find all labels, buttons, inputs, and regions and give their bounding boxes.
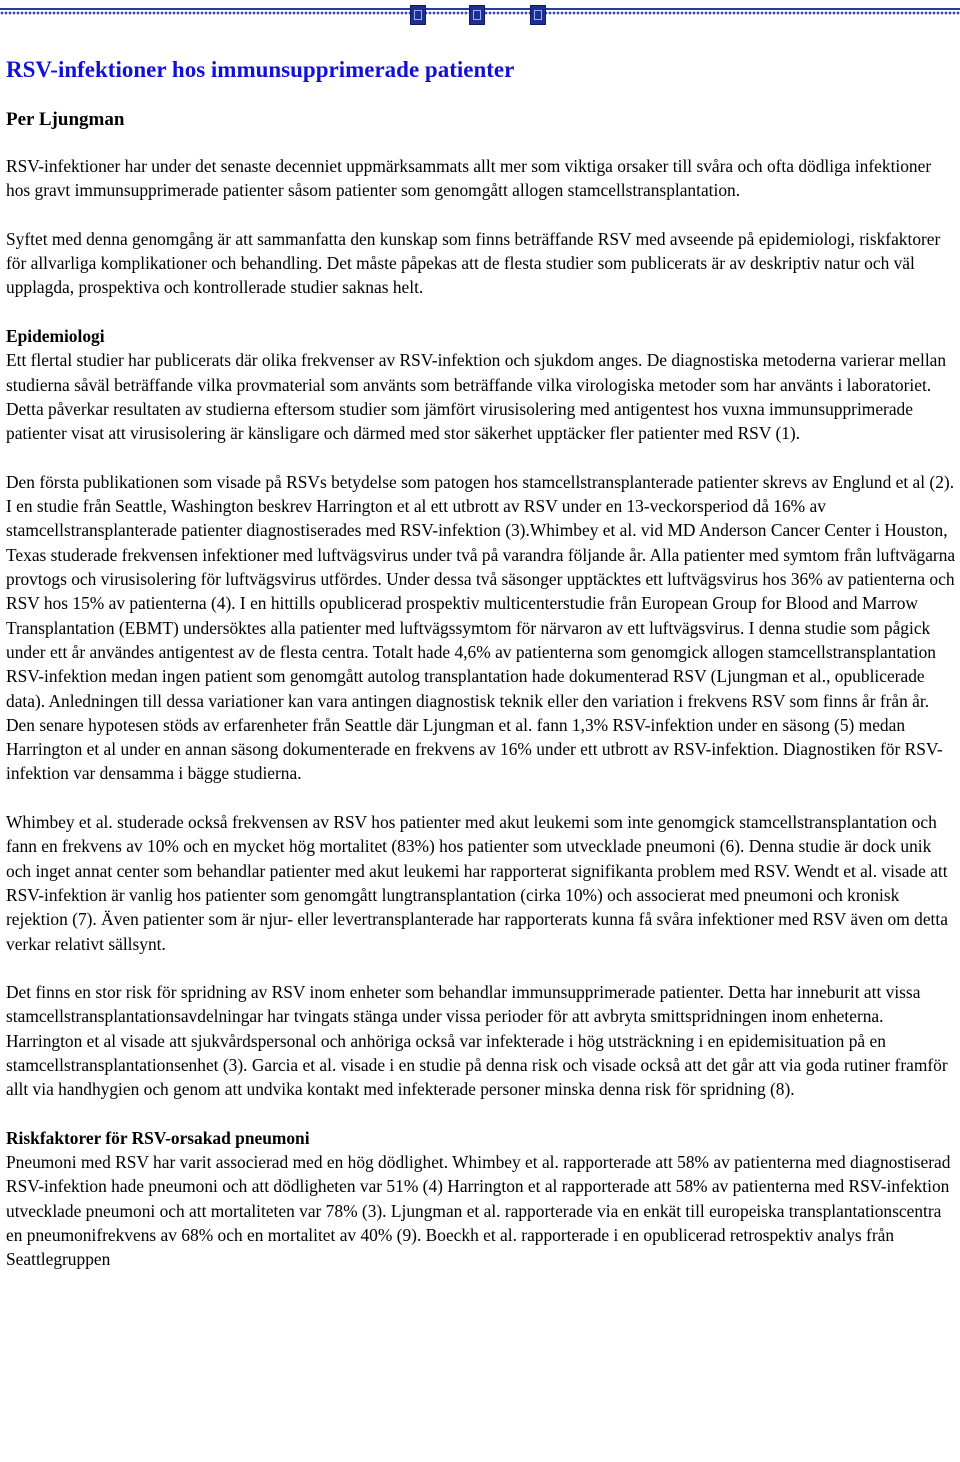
document-author: Per Ljungman — [6, 109, 125, 130]
aim-paragraph: Syftet med denna genomgång är att sammanfatta den kunskap som finns beträffande RSV med avseende på epidemiologi, riskfaktorer för allvarliga komplikationer och behandling. Det måste påpekas att de flesta studier som publicerats är av deskriptiv natur och väl upplagda, prospektiva och kontrollerade studier saknas helt. — [6, 228, 941, 298]
epidemiologi-paragraph: Whimbey et al. studerade också frekvensen av RSV hos patienter med akut leukemi som inte genomgick stamcellstransplantation och fann en frekvens av 10% och en mycket hög mortalitet (83%) hos patienter som utvecklade pneumoni (6). Denna studie är dock unik och inget annat center som behandlar patienter med akut leukemi har rapporterat signifikanta problem med RSV. Wendt et al. visade att RSV-infektion är vanlig hos patienter som genomgått lungtransplantation (cirka 10%) och associerat med pneumoni och kronisk rejektion (7). Även patienter som är njur- eller levertransplanterade har rapporterats kunna få svåra infektioner med RSV även om detta verkar relativt sällsynt. — [6, 812, 948, 954]
book-ornament-icon — [410, 5, 426, 25]
riskfaktorer-paragraph: Pneumoni med RSV har varit associerad med en hög dödlighet. Whimbey et al. rapporterade att 58% av patienterna med diagnostiserad RSV-infektion hade pneumoni och att dödligheten var 51% (4) Harrington et al rapporterade att 58% av patienterna med RSV-infektion utvecklade pneumoni och att mortaliteten var 78% (3). Ljungman et al. rapporterade via en enkät till europeiska transplantationscentra en pneumonifrekvens av 68% och en mortalitet av 40% (9). Boeckh et al. rapporterade i en opublicerad retrospektiv analys från Seattlegruppen — [6, 1152, 951, 1270]
top-decorative-border — [0, 0, 960, 30]
section-heading-riskfaktorer: Riskfaktorer för RSV-orsakad pneumoni — [6, 1127, 310, 1148]
epidemiologi-paragraph: Det finns en stor risk för spridning av RSV inom enheter som behandlar immunsupprimerade patienter. Detta har inneburit att vissa stamcellstransplantationsavdelningar har tvingats stänga under vissa perioder för att avbryta smittspridningen inom enheterna. Harrington et al visade att sjukvårdspersonal och anhöriga också var infekterade i hög utsträckning i en epidemisituation på en stamcellstransplantationsenhet (3). Garcia et al. visade i en studie på denna risk och visade också att det går att via goda rutiner framför allt via handhygien och genom att undvika kontakt med infekterade personer minska denna risk för spridning (8). — [6, 982, 948, 1100]
section-heading-epidemiologi: Epidemiologi — [6, 326, 105, 347]
document-body — [6, 56, 956, 1296]
book-ornament-icon — [530, 5, 546, 25]
book-ornament-icon — [469, 5, 485, 25]
epidemiologi-paragraph: Ett flertal studier har publicerats där olika frekvenser av RSV-infektion och sjukdom anges. De diagnostiska metoderna varierar mellan studierna såväl beträffande vilka provmaterial som använts som beträffande vilka virologiska metoder som har använts i laboratoriet. Detta påverkar resultaten av studierna eftersom studier som jämfört virusisolering med antigentest hos vuxna immunsupprimerade patienter visat att virusisolering är känsligare och därmed med stor säkerhet upptäcker fler patienter med RSV (1). — [6, 350, 947, 444]
intro-paragraph: RSV-infektioner har under det senaste decenniet uppmärksammats allt mer som viktiga orsaker till svåra och ofta dödliga infektioner hos gravt immunsupprimerade patienter såsom patienter som genomgått allogen stamcellstransplantation. — [6, 156, 932, 201]
epidemiologi-paragraph: Den första publikationen som visade på RSVs betydelse som patogen hos stamcellstransplanterade patienter skrevs av Englund et al (2). I en studie från Seattle, Washington beskrev Harrington et al ett utbrott av RSV under en 13-veckorsperiod då 16% av stamcellstransplanterade patienter diagnostiserades med RSV-infektion (3).Whimbey et al. vid MD Anderson Cancer Center i Houston, Texas studerade frekvensen infektioner med luftvägsvirus under två på varandra följande år. Alla patienter med symtom från luftvägarna provtogs och virusisolering för luftvägsvirus utfördes. Under dessa två säsonger upptäcktes ett luftvägsvirus hos 36% av patienterna och RSV hos 15% av patienterna (4). I en hittills opublicerad prospektiv multicenterstudie från European Group for Blood and Marrow Transplantation (EBMT) undersöktes alla patienter med luftvägssymtom för närvaron av ett luftvägsvirus. I denna studie som pågick under ett år användes antigentest av de flesta centra. Totalt hade 4,6% av patienterna som genomgick allogen stamcellstransplantation RSV-infektion medan ingen patient som genomgått autolog transplantation hade dokumenterad RSV (Ljungman et al., opublicerade data). Anledningen till dessa variationer kan vara antingen diagnostisk teknik eller den variation i frekvens RSV som finns år från år. Den senare hypotesen stöds av erfarenheter från Seattle där Ljungman et al. fann 1,3% RSV-infektion under en säsong (5) medan Harrington et al under en annan säsong dokumenterade en frekvens av 16% under ett utbrott av RSV-infektion. Diagnostiken för RSV-infektion var densamma i bägge studierna. — [6, 471, 956, 784]
document-title: RSV-infektioner hos immunsupprimerade patienter — [6, 57, 515, 82]
